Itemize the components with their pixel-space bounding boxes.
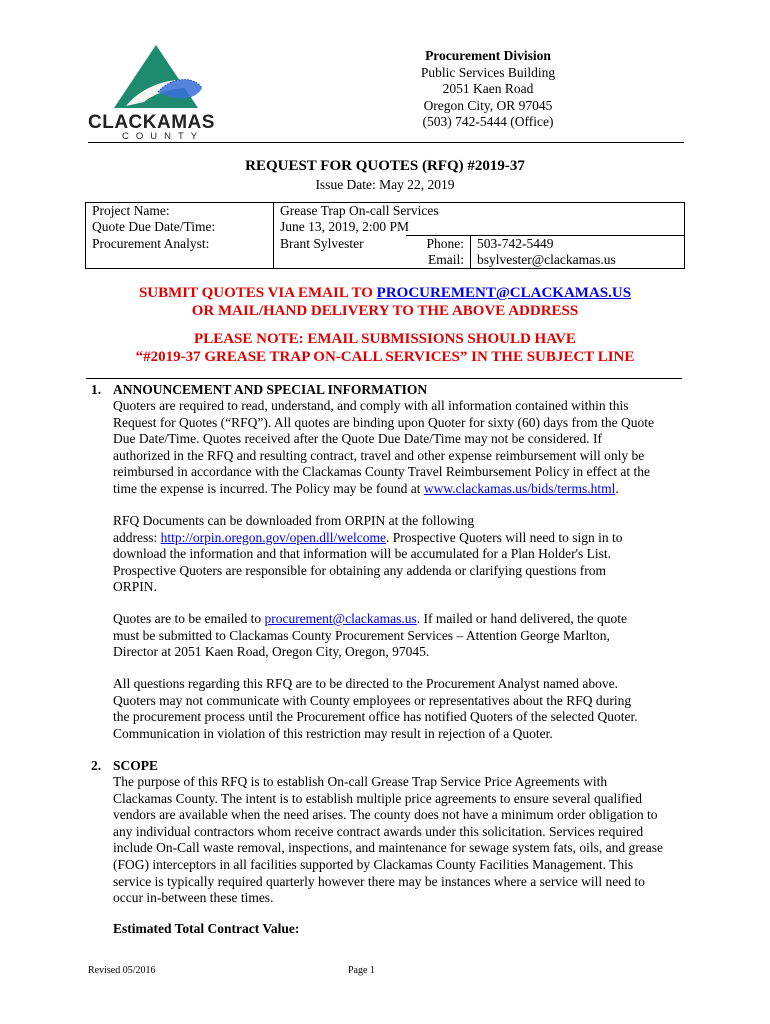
text-line: All questions regarding this RFQ are to be directed to the Procurement Analyst named above.: [113, 676, 619, 691]
section-1-paragraph-2: [113, 513, 683, 596]
email-value: bsylvester@clackamas.us: [471, 252, 685, 269]
note-line-2: “#2019-37 GREASE TRAP ON-CALL SERVICES” IN THE SUBJECT LINE: [135, 349, 635, 365]
procurement-email-link-2[interactable]: procurement@clackamas.us: [264, 611, 417, 626]
document-title: REQUEST FOR QUOTES (RFQ) #2019-37: [245, 158, 525, 174]
text-line: [113, 530, 683, 547]
text-line: download the information and that information will be accumulated for a Plan Holder's List.: [113, 546, 612, 562]
text-line: Due Date/Time. Quotes received after the Quote Due Date/Time may not be considered. If: [113, 431, 602, 447]
submit-prefix: SUBMIT QUOTES VIA EMAIL TO: [138, 285, 377, 301]
text-line: Director at 2051 Kaen Road, Oregon City, Oregon, 97045.: [113, 644, 430, 660]
text-line: service is typically required quarterly however there may be instances where a service will need to: [113, 873, 645, 889]
section-2-paragraph-1: [113, 774, 683, 907]
city-address: Oregon City, OR 97045: [423, 97, 553, 113]
section-1-paragraph-3: [113, 611, 683, 661]
text-line: Clackamas County. The intent is to establish multiple price agreements to ensure several qualified: [113, 790, 642, 806]
empty-cell: [86, 252, 274, 269]
note-line-1: PLEASE NOTE: EMAIL SUBMISSIONS SHOULD HAVE: [194, 331, 576, 347]
section-1-title: ANNOUNCEMENT AND SPECIAL INFORMATION: [113, 382, 428, 397]
building-name: Public Services Building: [420, 64, 556, 80]
project-value: Grease Trap On-call Services: [274, 203, 685, 220]
text-line: authorized in the RFQ and resulting contract, travel and other expense reimbursement will only be: [113, 447, 645, 463]
empty-cell: [274, 252, 407, 269]
section-1-paragraph-1: [113, 398, 683, 498]
logo-name: CLACKAMAS: [88, 112, 215, 133]
text-line: [113, 611, 683, 628]
text-line: The purpose of this RFQ is to establish On-call Grease Trap Service Price Agreements with: [113, 774, 608, 789]
estimated-contract-value: Estimated Total Contract Value:: [113, 921, 300, 936]
procurement-email-link[interactable]: PROCUREMENT@CLACKAMAS.US: [376, 285, 632, 301]
email-label: Email:: [406, 252, 471, 269]
section-1-number: 1.: [91, 382, 102, 397]
address-block: [378, 48, 598, 131]
due-label: Quote Due Date/Time:: [86, 219, 274, 236]
phone-label: Phone:: [406, 236, 471, 253]
submit-line-1: [0, 285, 770, 302]
section-2-number: 2.: [91, 758, 102, 773]
analyst-value: Brant Sylvester: [274, 236, 407, 253]
text-line: ORPIN.: [113, 579, 157, 595]
text-line: vendors are available when the need arises. The county does not have a minimum order obligation to: [113, 807, 658, 823]
text-line: reimbursed in accordance with the Clackamas County Travel Reimbursement Policy in effect at the: [113, 464, 650, 480]
office-phone: (503) 742-5444 (Office): [422, 114, 554, 129]
text-line: the procurement process until the Procurement office has notified Quoters of the selected Quoter.: [113, 709, 638, 725]
submit-line-2: OR MAIL/HAND DELIVERY TO THE ABOVE ADDRESS: [191, 303, 579, 319]
analyst-label: Procurement Analyst:: [86, 236, 274, 253]
revised-date: Revised 05/2016: [88, 965, 156, 976]
division-name: Procurement Division: [425, 48, 551, 63]
terms-link[interactable]: www.clackamas.us/bids/terms.html: [423, 480, 616, 496]
text-line: RFQ Documents can be downloaded from ORPIN at the following: [113, 513, 475, 528]
section-2-title: SCOPE: [113, 758, 159, 773]
text-line: occur in-between these times.: [113, 890, 274, 906]
text-segment: Quotes are to be emailed to: [113, 611, 265, 626]
text-segment: . Prospective Quoters will need to sign in to: [385, 529, 623, 545]
text-line: Prospective Quoters are responsible for obtaining any addenda or clarifying questions from: [113, 562, 606, 578]
text-segment: address:: [113, 529, 161, 545]
text-line: Quoters are required to read, understand, and comply with all information contained within this: [113, 398, 629, 413]
text-line: [113, 481, 683, 498]
text-segment: . If mailed or hand delivered, the quote: [416, 611, 628, 626]
logo-county: COUNTY: [122, 131, 205, 142]
text-segment: .: [615, 480, 619, 496]
page-number: Page 1: [348, 965, 375, 976]
project-info-table: [85, 202, 685, 269]
header-divider: [88, 142, 684, 143]
text-segment: time the expense is incurred. The Policy may be found at: [113, 480, 424, 496]
due-value: June 13, 2019, 2:00 PM: [274, 219, 685, 236]
issue-date: Issue Date: May 22, 2019: [315, 177, 455, 192]
text-line: Communication in violation of this restriction may result in rejection of a Quoter.: [113, 725, 553, 741]
section-divider: [86, 378, 682, 379]
orpin-link[interactable]: http://orpin.oregon.gov/open.dll/welcome: [160, 529, 386, 545]
text-line: Request for Quotes (“RFQ”). All quotes are binding upon Quoter for sixty (60) days from the Quote: [113, 414, 655, 430]
phone-value: 503-742-5449: [471, 236, 685, 253]
text-line: include On-Call waste removal, inspections, and maintenance for sewage system fats, oils, and grease: [113, 840, 663, 856]
project-label: Project Name:: [86, 203, 274, 220]
text-line: Quoters may not communicate with County employees or representatives about the RFQ during: [113, 692, 632, 708]
street-address: 2051 Kaen Road: [442, 81, 534, 96]
text-line: any individual contractors whom receive contract awards under this solicitation. Services required: [113, 823, 644, 839]
text-line: (FOG) interceptors in all facilities supported by Clackamas County Facilities Management. This: [113, 856, 634, 872]
text-line: must be submitted to Clackamas County Procurement Services – Attention George Marlton,: [113, 627, 610, 643]
section-1-paragraph-4: [113, 676, 683, 742]
